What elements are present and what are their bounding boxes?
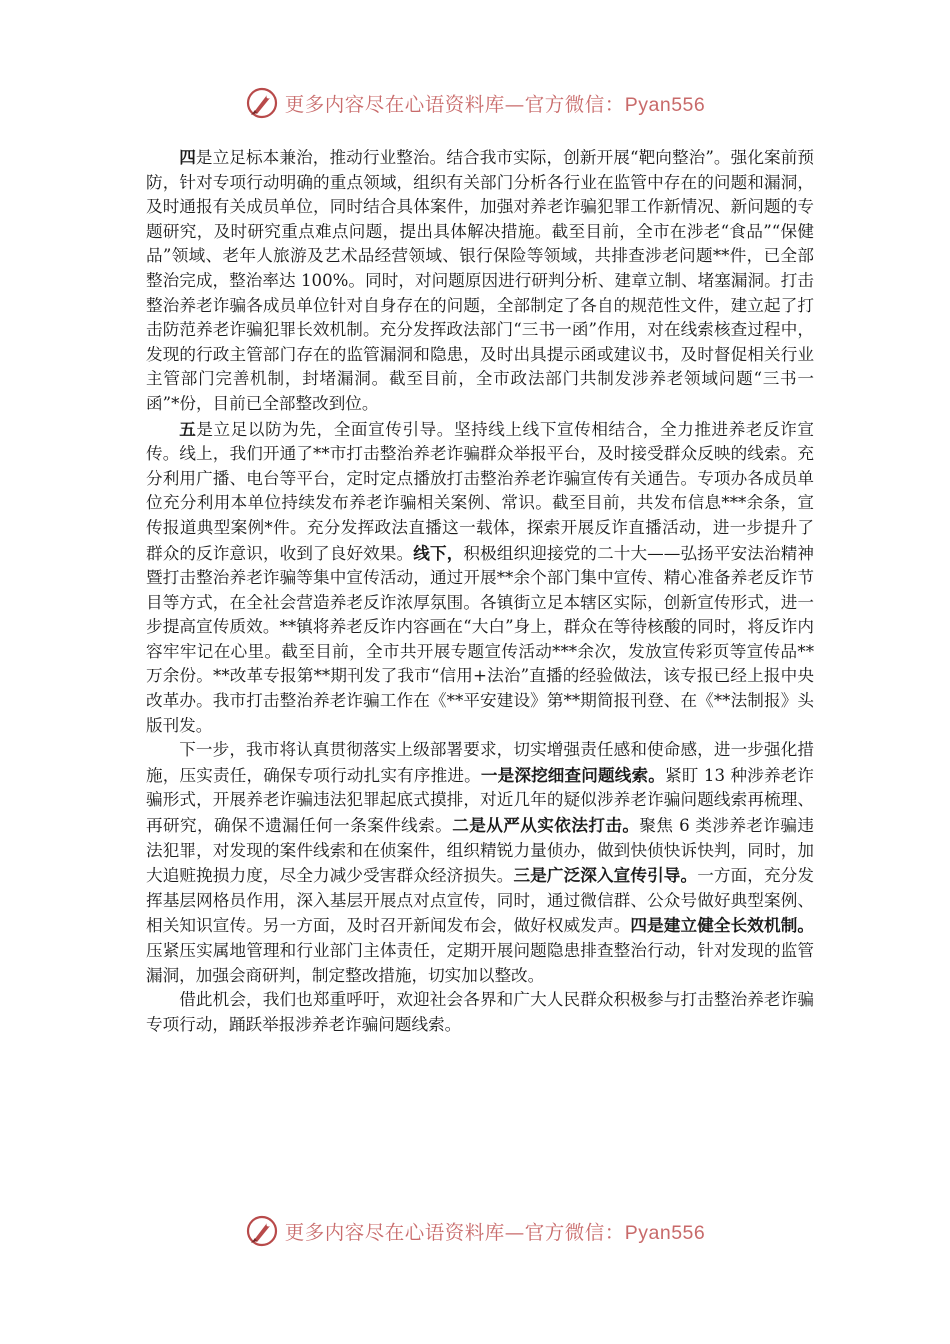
step-4-text: 压紧压实属地管理和行业部门主体责任，定期开展问题隐患排查整治行动，针对发现的监管漏洞，加强会商研判，制定整改措施，切实加以整改。 bbox=[146, 941, 814, 985]
pen-logo-icon bbox=[245, 86, 279, 120]
paragraph-next-steps bbox=[146, 738, 814, 988]
paragraph-text: 是立足标本兼治，推动行业整治。结合我市实际，创新开展“靶向整治”。强化案前预防，针对专项行动明确的重点领域，组织有关部门分析各行业在监管中存在的问题和漏洞，及时通报有关成员单位，同时结合具体案件，加强对养老诈骗犯罪工作新情况、新问题的专题研究，及时研究重点难点问题，提出具体解决措施。截至目前，全市在涉老“食品”“保健品”领域、老年人旅游及艺术品经营领域、银行保险等领域，共排查涉老问题**件，已全部整治完成，整治率达 100%。同时，对问题原因进行研判分析、建章立制、堵塞漏洞。打击整治养老诈骗各成员单位针对自身存在的问题，全部制定了各自的规范性文件，建立起了打击防范养老诈骗犯罪长效机制。充分发挥政法部门“三书一函”作用，对在线索核查过程中，发现的行政主管部门存在的监管漏洞和隐患，及时出具提示函或建议书，及时督促相关行业主管部门完善机制，封堵漏洞。截至目前，全市政法部门共制发涉养老领域问题“三书一函”*份，目前已全部整改到位。 bbox=[146, 148, 815, 413]
header-banner bbox=[0, 83, 950, 123]
step-2-heading: 二是从严从实依法打击。 bbox=[452, 815, 640, 836]
paragraph-bold: 线下， bbox=[413, 542, 464, 563]
paragraph-text: 借此机会，我们也郑重呼吁，欢迎社会各界和广大人民群众积极参与打击整治养老诈骗专项行动，踊跃举报涉养老诈骗问题线索。 bbox=[146, 990, 814, 1034]
paragraph-text: 是立足以防为先，全面宣传引导。坚持线上线下宣传相结合，全力推进养老反诈宣传。线上，我们开通了**市打击整治养老诈骗群众举报平台，及时接受群众反映的线索。充分利用广播、电台等平台，定时定点播放打击整治养老诈骗宣传有关通告。专项办各成员单位充分利用本单位持续发布养老诈骗相关案例、常识。截至目前，共发布信息***余条，宣传报道典型案例*件。充分发挥政法直播这一载体，探索开展反诈直播活动，进一步提升了群众的反诈意识，收到了良好效果。 bbox=[146, 419, 815, 563]
footer-banner bbox=[0, 1211, 950, 1251]
pen-logo-icon bbox=[245, 1214, 279, 1248]
step-3-text: 一方面，充分发挥基层网格员作用，深入基层开展点对点宣传，同时，通过微信群、公众号做好典型案例、相关知识宣传。另一方面，及时召开新闻发布会，做好权威发声。 bbox=[146, 866, 815, 936]
step-1-heading: 一是深挖细查问题线索。 bbox=[480, 764, 666, 785]
banner-inner bbox=[245, 1214, 706, 1248]
banner-label: 更多内容尽在心语资料库—官方微信： bbox=[284, 1221, 625, 1244]
document-body bbox=[146, 145, 814, 1037]
paragraph-5 bbox=[146, 417, 814, 739]
step-3-heading: 三是广泛深入宣传引导。 bbox=[513, 865, 698, 886]
banner-text bbox=[285, 89, 706, 117]
paragraph-text: 下一步，我市将认真贯彻落实上级部署要求，切实增强责任感和使命感，进一步强化措施，压实责任，确保专项行动扎实有序推进。 bbox=[146, 740, 814, 785]
banner-inner bbox=[245, 86, 706, 120]
banner-wechat-id: Pyan556 bbox=[624, 94, 706, 116]
paragraph-lead: 五 bbox=[179, 418, 197, 439]
banner-wechat-id: Pyan556 bbox=[624, 1222, 706, 1244]
paragraph-appeal bbox=[146, 988, 814, 1037]
paragraph-4 bbox=[146, 145, 814, 417]
paragraph-lead: 四 bbox=[179, 147, 196, 167]
step-4-heading: 四是建立健全长效机制。 bbox=[630, 915, 815, 936]
step-1-text: 紧盯 13 种涉养老诈骗形式，开展养老诈骗违法犯罪起底式摸排，对近几年的疑似涉养老诈骗问题线索再梳理、再研究，确保不遗漏任何一条案件线索。 bbox=[146, 765, 815, 836]
paragraph-text: 积极组织迎接党的二十大——弘扬平安法治精神暨打击整治养老诈骗等集中宣传活动，通过开展**余个部门集中宣传、精心准备养老反诈节目等方式，在全社会营造养老反诈浓厚氛围。各镇街立足本辖区实际，创新宣传形式，进一步提高宣传质效。**镇将养老反诈内容画在“大白”身上，群众在等待核酸的同时，将反诈内容牢牢记在心里。截至目前，全市共开展专题宣传活动***余次，发放宣传彩页等宣传品**万余份。**改革专报第**期刊发了我市“信用+法治”直播的经验做法，该专报已经上报中央改革办。我市打击整治养老诈骗工作在《**平安建设》第**期简报刊登、在《**法制报》头版刊发。 bbox=[146, 543, 815, 735]
step-2-text: 聚焦 6 类涉养老诈骗违法犯罪，对发现的案件线索和在侦案件，组织精锐力量侦办，做到快侦快诉快判，同时，加大追赃挽损力度，尽全力减少受害群众经济损失。 bbox=[146, 816, 815, 886]
banner-text bbox=[285, 1217, 706, 1245]
banner-label: 更多内容尽在心语资料库—官方微信： bbox=[284, 93, 625, 116]
